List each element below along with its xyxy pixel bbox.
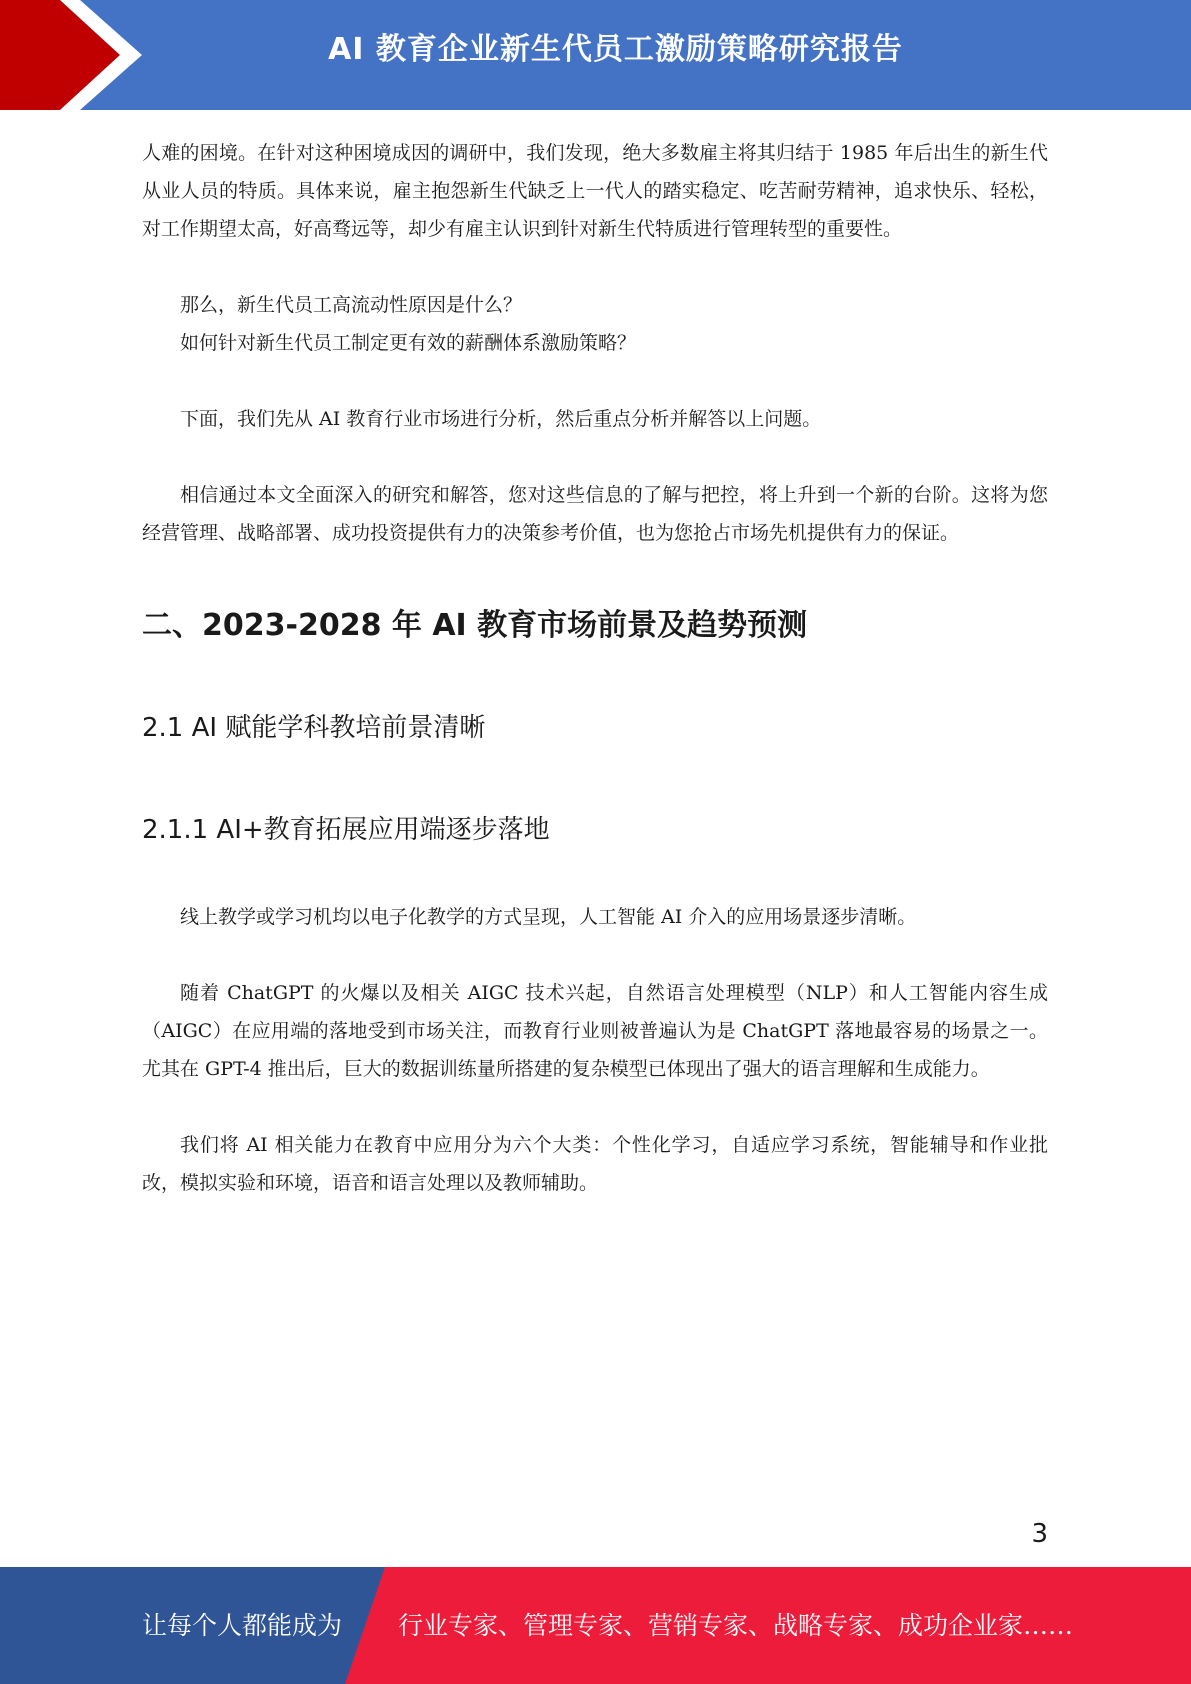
header-arrow-decoration: [0, 0, 160, 110]
header-banner: [0, 0, 1191, 110]
page-number: 3: [1031, 1519, 1048, 1549]
footer-slogan-left: 让每个人都能成为: [142, 1611, 343, 1640]
paragraph-intro: 人难的困境。在针对这种困境成因的调研中，我们发现，绝大多数雇主将其归结于 1985 年后出生的新生代从业人员的特质。具体来说，雇主抱怨新生代缺乏上一代人的踏实稳定、吃苦耐劳精神，追求快乐、轻松，对工作期望太高，好高骛远等，却少有雇主认识到针对新生代特质进行管理转型的重要性。: [142, 142, 1048, 240]
paragraph-value: 相信通过本文全面深入的研究和解答，您对这些信息的了解与把控，将上升到一个新的台阶。这将为您经营管理、战略部署、成功投资提供有力的决策参考价值，也为您抢占市场先机提供有力的保证。: [142, 484, 1048, 544]
question-1: 那么，新生代员工高流动性原因是什么？: [180, 294, 523, 316]
paragraph-ai-scenarios: 线上教学或学习机均以电子化教学的方式呈现，人工智能 AI 介入的应用场景逐步清晰。: [180, 906, 917, 928]
paragraph-analysis-plan: 下面，我们先从 AI 教育行业市场进行分析，然后重点分析并解答以上问题。: [180, 408, 822, 430]
paragraph-chatgpt: 随着 ChatGPT 的火爆以及相关 AIGC 技术兴起，自然语言处理模型（NLP）和人工智能内容生成（AIGC）在应用端的落地受到市场关注，而教育行业则被普遍认为是 ChatGPT 落地最容易的场景之一。尤其在 GPT-4 推出后，巨大的数据训练量所搭建的复杂模型已体现出了强大的语言理解和生成能力。: [142, 982, 1048, 1080]
question-2: 如何针对新生代员工制定更有效的薪酬体系激励策略？: [180, 332, 637, 354]
paragraph-six-categories: 我们将 AI 相关能力在教育中应用分为六个大类：个性化学习，自适应学习系统，智能辅导和作业批改，模拟实验和环境，语音和语言处理以及教师辅助。: [142, 1134, 1048, 1194]
footer-slogan-right: 行业专家、管理专家、营销专家、战略专家、成功企业家……: [398, 1611, 1074, 1640]
footer-banner: [0, 1567, 1191, 1684]
document-title: AI 教育企业新生代员工激励策略研究报告: [328, 32, 903, 67]
subsubsection-heading: 2.1.1 AI+教育拓展应用端逐步落地: [142, 815, 550, 845]
document-body: [142, 134, 1048, 1202]
header-red-block: [0, 0, 120, 110]
section-heading: 二、2023-2028 年 AI 教育市场前景及趋势预测: [142, 608, 808, 643]
subsection-heading: 2.1 AI 赋能学科教培前景清晰: [142, 713, 486, 743]
